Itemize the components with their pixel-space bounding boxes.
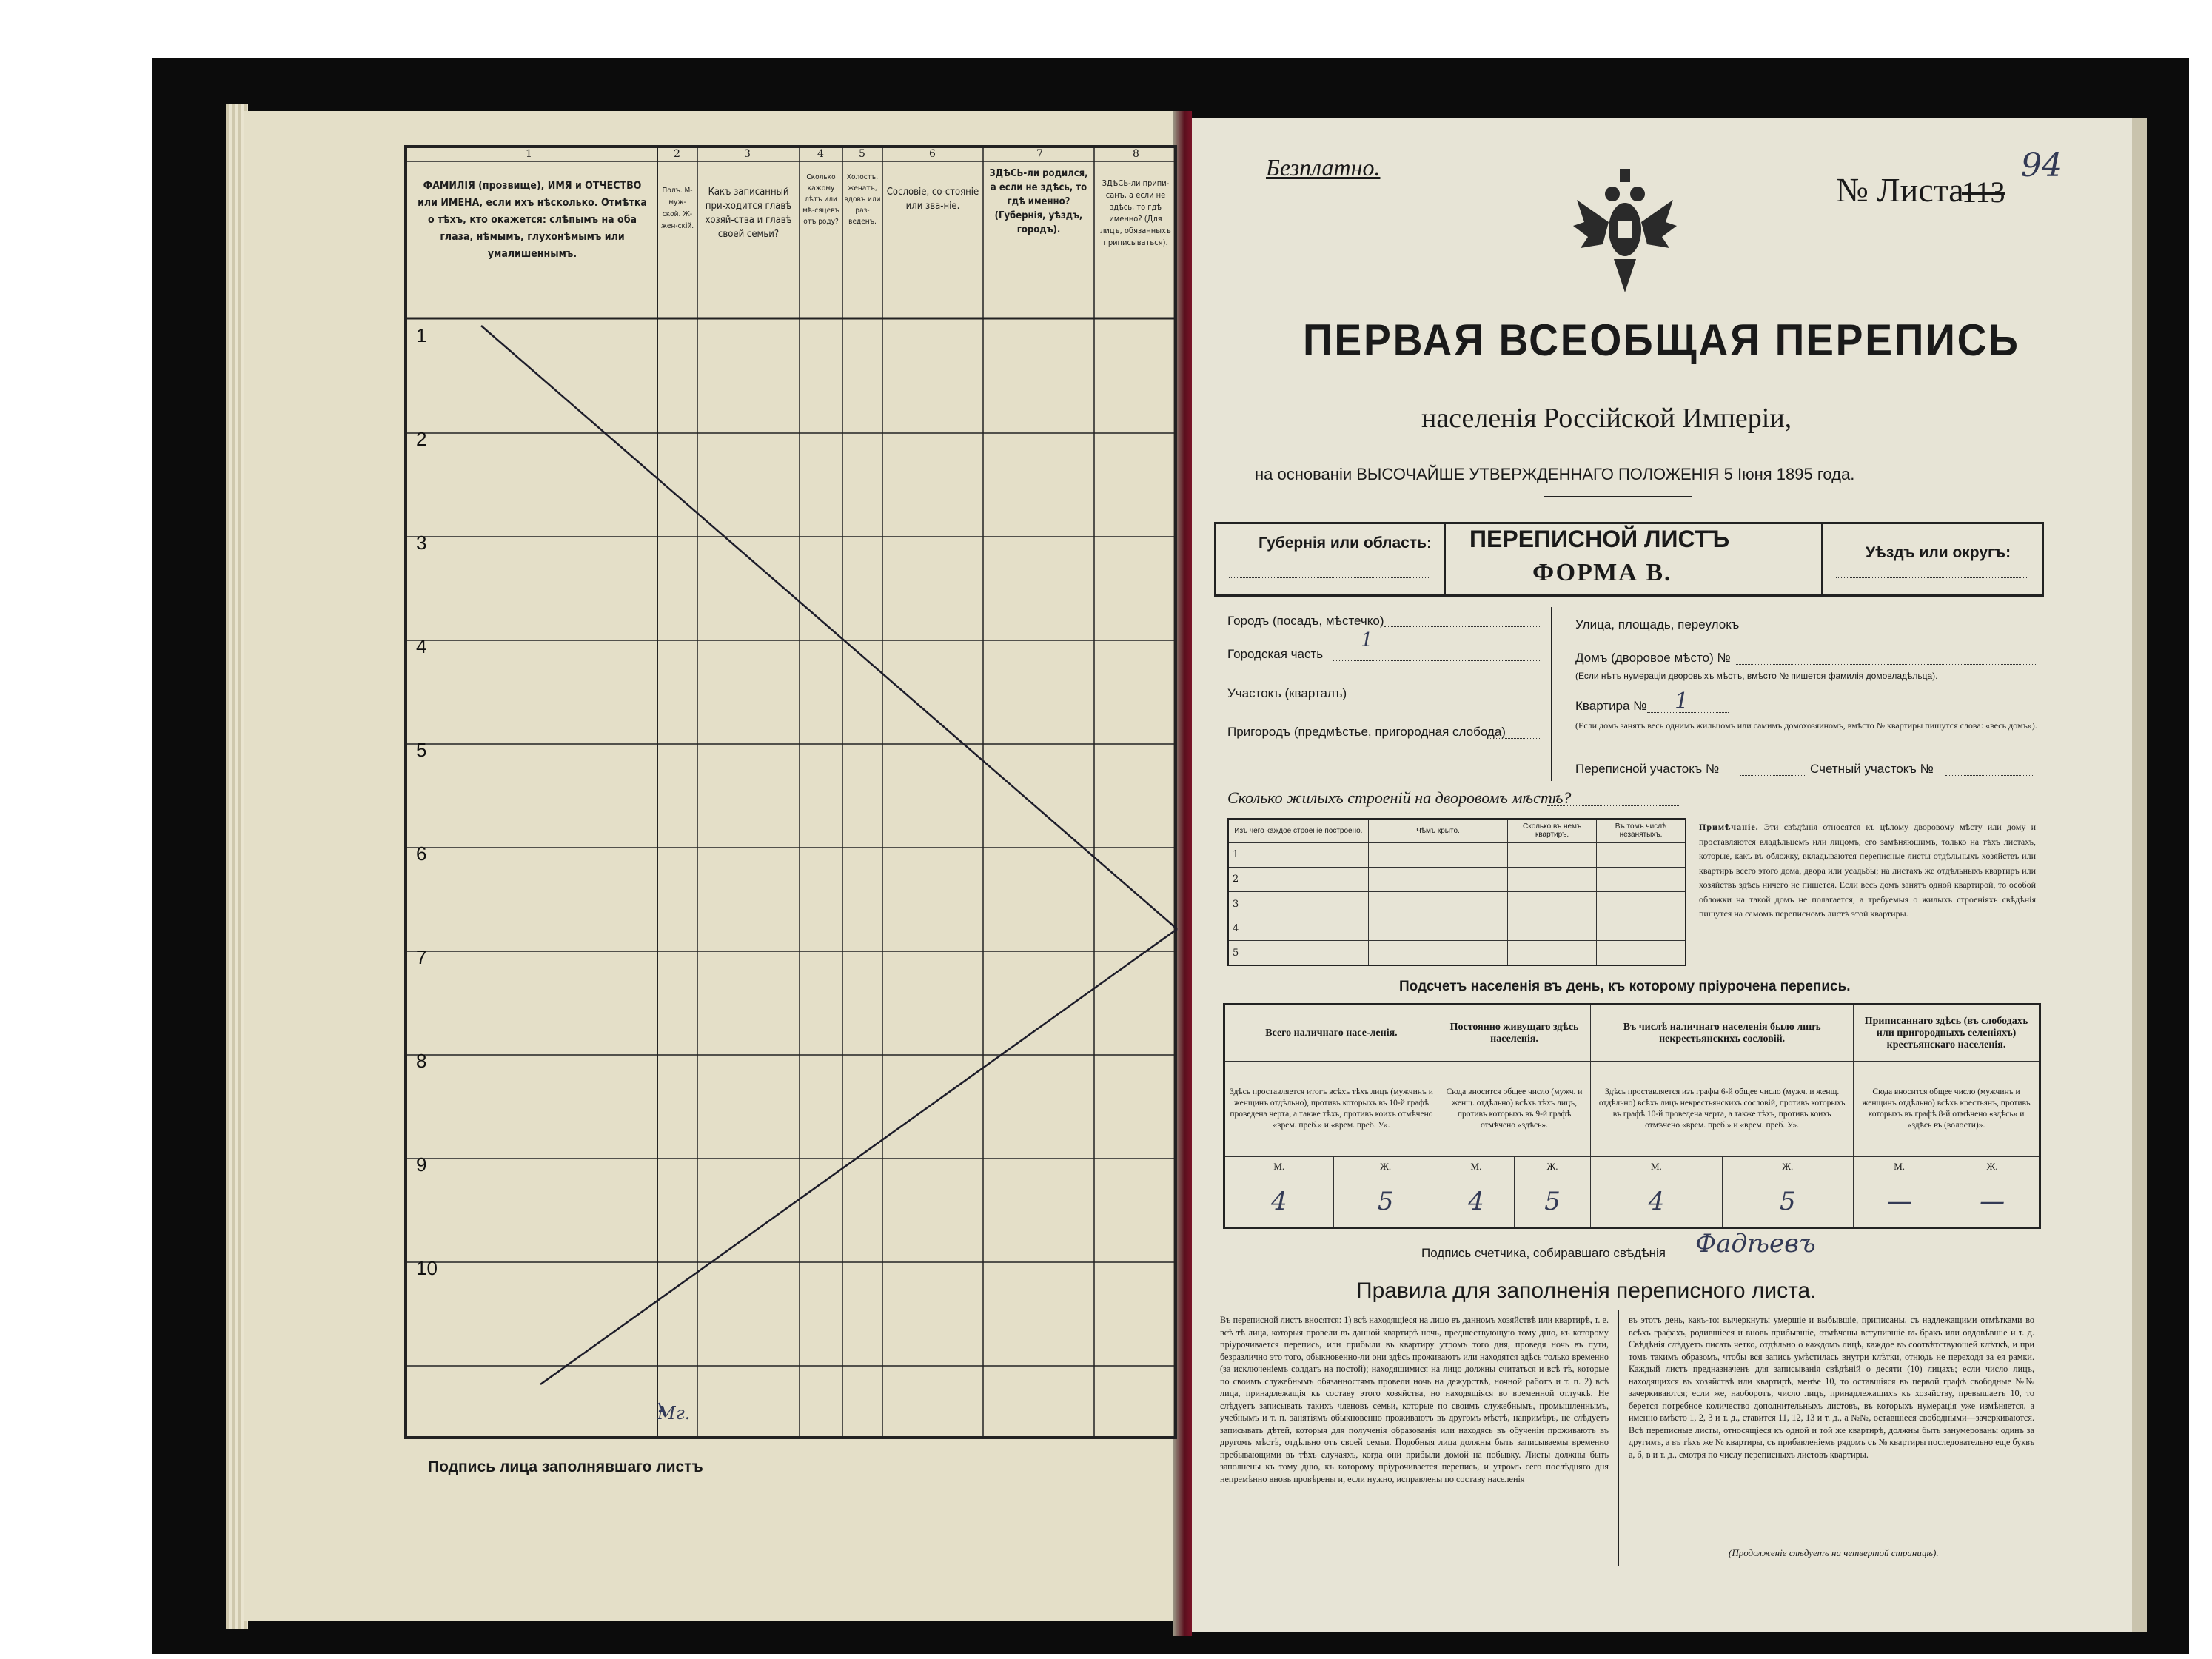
row-number: 2 (416, 428, 427, 450)
note-text: Эти свѣдѣнія относятся къ цѣлому дворовому мѣсту или дому и проставляются владѣльцемъ или лицомъ, его замѣняющимъ, только на тѣхъ листахъ, которые, какъ въ обложку, вкладываются переписные листы отдѣльныхъ хозяйствъ или квартиръ всего этого дома, двора или усадьбы; на листахъ же отдѣльныхъ квартиръ или хозяйствъ здѣсь ничего не пишется. Если весь домъ занятъ одной квартирой, то особой обложки на такой домъ не полагается, а требуемыя о жилыхъ строеніяхъ свѣдѣнія пишутся на самомъ переписномъ листѣ этой квартиры. (1699, 822, 2037, 919)
rules-title: Правила для заполненія переписного листа. (1356, 1278, 1817, 1303)
count-description: Сюда вносится общее число (мужч. и женщ. отдѣльно) всѣхъ тѣхъ лицъ, противъ которыхъ въ 9-й графѣ отмѣчено «здѣсь». (1438, 1062, 1590, 1157)
buildings-row-number: 1 (1228, 842, 1368, 867)
census-title: ПЕРВАЯ ВСЕОБЩАЯ ПЕРЕПИСЬ (1303, 315, 2020, 365)
row-number: 6 (416, 842, 427, 865)
sheet-number-struck: 113 (1962, 175, 2005, 209)
field-city-line[interactable] (1384, 626, 1540, 627)
count-header: Всего наличнаго насе-ленія. (1224, 1005, 1438, 1062)
field-suburb-line[interactable] (1487, 738, 1540, 739)
apartment-note: (Если домъ занятъ весь однимъ жильцомъ или самимъ домохозяиномъ, вмѣсто № квартиры пишутся слова: «весь домъ»). (1575, 720, 2037, 731)
row-number: 1 (416, 324, 427, 346)
sex-label-male: М. (1854, 1157, 1945, 1176)
population-count-table (1223, 1003, 2041, 1229)
count-description: Сюда вносится общее число (мужчинъ и женщинъ отдѣльно) всѣхъ крестьянъ, противъ которыхъ въ графѣ 8-й отмѣчено «здѣсь» и «здѣсь въ (волости)». (1854, 1062, 2040, 1157)
sex-label-female: Ж. (1945, 1157, 2040, 1176)
column-header-registered: ЗДѢСЬ-ли припи-санъ, а если не здѣсь, то гдѣ именно? (Для лицъ, обязанныхъ приписываться). (1100, 178, 1171, 247)
field-city-part: Городская часть (1227, 647, 1324, 661)
count-header: Постоянно живущаго здѣсь населенія. (1438, 1005, 1590, 1062)
field-city-part-line[interactable] (1333, 660, 1540, 661)
enumerator-signature-label: Подпись счетчика, собиравшаго свѣдѣнія (1421, 1246, 1666, 1260)
column-number: 5 (859, 148, 865, 160)
buildings-row-number: 2 (1228, 867, 1368, 891)
form-title: ПЕРЕПИСНОЙ ЛИСТЪ (1469, 526, 1730, 552)
city-part-handwritten: 1 (1361, 629, 1373, 651)
double-headed-eagle-emblem (1569, 155, 1680, 304)
rules-left-column: Въ переписной листъ вносятся: 1) всѣ находящіеся на лицо въ данномъ хозяйствѣ или квартирѣ, т. е. всѣ тѣ лица, которыя провели въ данной квартирѣ ночь, предшествующую тому дню, къ которому пріурочивается перепись, или прибыли въ квартиру утромъ того дня, проведя ночь въ пути, безразлично это того, обыкновенно-ли они здѣсь проживаютъ или находятся здѣсь только временно (за исключеніемъ солдатъ на постой); находящимися на лицо должны считаться и всѣ тѣ, которые по своимъ служебнымъ обязанностямъ провели ночь на дежурствѣ, ночной работѣ и т. п. 2) всѣ лица, принадлежащія къ составу этого хозяйства, но находящіяся во временной отлучкѣ. Не слѣдуетъ записывать такихъ членовъ семьи, которые по своимъ служебнымъ, промышленнымъ, учебнымъ и т. п. занятіямъ обыкновенно проживаютъ въ другомъ мѣстѣ, напримѣръ, не слѣдуетъ записывать дѣтей, которыя для полученія образованія или находясь въ обученіи проживаютъ въ другомъ мѣстѣ, отдѣльно отъ своей семьи. Подобныя лица должны быть записываемы временно пребывающими въ тѣхъ случаяхъ, когда они прибыли домой на побывку. Листы должны быть заполнены къ тому дню, къ которому пріурочивается перепись, и утромъ сего послѣдняго дня непремѣнно вновь провѣрены и, если нужно, исправлены по составу населенія (1220, 1315, 1609, 1484)
uezd-field[interactable] (1836, 577, 2028, 578)
field-suburb: Пригородъ (предмѣстье, пригородная слобода) (1227, 725, 1506, 739)
buildings-header: Въ томъ числѣ незанятыхъ. (1596, 819, 1686, 842)
divider (1821, 522, 1823, 594)
enumerator-signature: Фадѣевъ (1695, 1229, 1816, 1259)
sex-label-female: Ж. (1333, 1157, 1438, 1176)
column-number: 4 (817, 148, 824, 160)
row-number: 7 (416, 946, 427, 968)
count-header: Въ числѣ наличнаго населенія было лицъ некрестьянскихъ сословій. (1591, 1005, 1854, 1062)
column-number: 2 (674, 148, 680, 160)
divider (1618, 1310, 1619, 1566)
field-district: Участокъ (кварталъ) (1227, 686, 1347, 700)
count-value: 5 (1722, 1176, 1853, 1228)
field-city: Городъ (посадъ, мѣстечко) (1227, 614, 1384, 628)
column-header-birthplace: ЗДѢСЬ-ли родился, а если не здѣсь, то гдѣ именно? (Губернія, уѣздъ, городъ). (989, 168, 1088, 235)
field-counting-district-line[interactable] (1945, 775, 2034, 776)
buildings-header: Изъ чего каждое строеніе построено. (1228, 819, 1368, 842)
column-header-marital: Холостъ, женатъ, вдовъ или раз-веденъ. (844, 173, 881, 226)
gubernia-label: Губернія или область: (1259, 534, 1432, 552)
field-apartment: Квартира № (1575, 699, 1647, 713)
column-header-estate: Сословіе, со-стояніе или зва-ніе. (886, 187, 979, 212)
count-value: — (1945, 1176, 2040, 1228)
sex-label-female: Ж. (1515, 1157, 1591, 1176)
column-number: 8 (1133, 148, 1139, 160)
sheet-number-label: № Листа (1836, 171, 1964, 209)
column-header-sex: Полъ. М-муж-ской. Ж-жен-скій. (660, 187, 694, 230)
row-number: 9 (416, 1153, 427, 1176)
rules-continued: (Продолженіе слѣдуетъ на четвертой страницѣ). (1729, 1547, 1939, 1558)
field-census-district-line[interactable] (1740, 775, 1806, 776)
handwritten-mark: Мг. (657, 1403, 691, 1424)
note-title: Примѣчаніе. (1699, 822, 1759, 832)
count-value: 4 (1591, 1176, 1722, 1228)
buildings-header: Чѣмъ крыто. (1368, 819, 1507, 842)
free-label: Безплатно. (1266, 154, 1381, 181)
column-number: 6 (929, 148, 936, 160)
count-value: — (1854, 1176, 1945, 1228)
column-header-age: Сколько кажому лѣтъ или мѣ-сяцевъ отъ роду? (802, 173, 839, 226)
row-number: 4 (416, 635, 427, 657)
note-block (1699, 820, 2036, 922)
row-number: 5 (416, 739, 427, 761)
count-value: 5 (1333, 1176, 1438, 1228)
count-description: Здѣсь проставляется изъ графы 6-й общее число (мужч. и женщ. отдѣльно) всѣхъ лицъ некрестьянскихъ сословій, противъ которыхъ въ графѣ 10-й проведена черта, а также тѣхъ, противъ коихъ отмѣчено «врем. преб.» и «врем. преб. У». (1591, 1062, 1854, 1157)
rules-right-column: въ этотъ день, какъ-то: вычеркнуты умершіе и выбывшіе, приписаны, съ надлежащими отмѣтками во всѣхъ графахъ, родившіеся и вновь прибывшіе, отмѣчены вступившіе въ бракъ или овдовѣвшіе и т. д. Свѣдѣнія слѣдуетъ писать четко, отдѣльно о каждомъ лицѣ, каждое въ соотвѣтствующей клѣткѣ, и при томъ такимъ образомъ, чтобы вся запись умѣстилась внутри клѣтки, отнюдь не переходя за ея рамки. Каждый листъ предназначенъ для записыванія свѣдѣній о десяти (10) лицахъ; если число лицъ, находящихся въ хозяйствѣ или квартирѣ, менѣе 10, то оставшіяся въ первой графѣ свободные №№ зачеркиваются; если же, наоборотъ, число лицъ, принадлежащихъ къ хозяйству, превышаетъ 10, то берется потребное количество дополнительныхъ листовъ, въ которыхъ нумерація уже измѣняется, а именно вмѣсто 1, 2, 3 и т. д., ставится 11, 12, 13 и т. д., а №№, оставшіеся свободными—зачеркиваются. Всѣ переписные листы, относящіеся къ одной и той же квартирѣ, должны быть занумерованы одинъ за другимъ, а въ тѣхъ же № квартиры, съ прибавленіемъ рядомъ съ № квартиры последовательно еще буквъ а, б, в и т. д., смотря по числу переписныхъ листовъ квартиры. (1629, 1315, 2034, 1460)
field-house-line[interactable] (1736, 664, 2036, 665)
column-header-name: ФАМИЛІЯ (прозвище), ИМЯ и ОТЧЕСТВО или ИМЕНА, если ихъ нѣсколько. Отмѣтка о тѣхъ, кто окажется: слѣпымъ на оба глаза, нѣмымъ, глухонѣмымъ или умалишеннымъ. (418, 180, 647, 260)
sex-label-male: М. (1438, 1157, 1514, 1176)
buildings-table (1227, 818, 1686, 966)
left-signature-label: Подпись лица заполнявшаго листъ (428, 1458, 703, 1475)
count-value: 5 (1515, 1176, 1591, 1228)
field-counting-district: Счетный участокъ № (1810, 762, 1934, 776)
field-street: Улица, площадь, переулокъ (1575, 617, 1740, 631)
buildings-row-number: 5 (1228, 941, 1368, 965)
buildings-answer-line[interactable] (1547, 805, 1680, 806)
count-title: Подсчетъ населенія въ день, къ которому пріурочена перепись. (1399, 979, 1851, 994)
count-header: Приписаннаго здѣсь (въ слободахъ или пригородныхъ селеніяхъ) крестьянскаго населенія. (1854, 1005, 2040, 1062)
row-number: 10 (416, 1257, 438, 1279)
column-header-relation: Какъ записанный при-ходится главѣ хозяй-ства и главѣ своей семьи? (705, 187, 792, 240)
apartment-handwritten: 1 (1675, 688, 1689, 714)
count-description: Здѣсь проставляется итогъ всѣхъ тѣхъ лицъ (мужчинъ и женщинъ отдѣльно), противъ которыхъ въ 10-й графѣ проведена черта, а также тѣхъ, противъ коихъ отмѣчено «врем. преб.» и «врем. преб. У». (1224, 1062, 1438, 1157)
sex-label-female: Ж. (1722, 1157, 1853, 1176)
census-subtitle: населенія Россійской Имперіи, (1421, 403, 1792, 434)
sheet-number-handwritten: 94 (2021, 147, 2062, 184)
column-number: 1 (526, 148, 532, 160)
census-basis: на основаніи ВЫСОЧАЙШЕ УТВЕРЖДЕННАГО ПОЛОЖЕНІЯ 5 Іюня 1895 года. (1255, 465, 1855, 483)
column-number: 3 (744, 148, 751, 160)
gubernia-field[interactable] (1229, 577, 1429, 578)
uezd-label: Уѣздъ или округъ: (1866, 544, 2011, 561)
field-census-district: Переписной участокъ № (1575, 762, 1720, 776)
divider (1544, 496, 1692, 497)
buildings-row-number: 4 (1228, 916, 1368, 941)
divider (1551, 607, 1552, 781)
column-number: 7 (1036, 148, 1043, 160)
count-value: 4 (1224, 1176, 1334, 1228)
row-number: 8 (416, 1050, 427, 1072)
field-house: Домъ (дворовое мѣсто) № (1575, 651, 1731, 665)
row-number: 3 (416, 532, 427, 554)
buildings-row-number: 3 (1228, 891, 1368, 916)
sex-label-male: М. (1224, 1157, 1334, 1176)
divider (1444, 522, 1446, 594)
count-value: 4 (1438, 1176, 1514, 1228)
sex-label-male: М. (1591, 1157, 1722, 1176)
form-subtitle: ФОРМА В. (1532, 559, 1672, 586)
buildings-header: Сколько въ немъ квартиръ. (1508, 819, 1597, 842)
house-note: (Если нѣтъ нумераціи дворовыхъ мѣстъ, вмѣсто № пишется фамилія домовладѣльца). (1575, 671, 1938, 681)
buildings-question: Сколько жилыхъ строеній на дворовомъ мѣстѣ? (1227, 788, 1572, 807)
